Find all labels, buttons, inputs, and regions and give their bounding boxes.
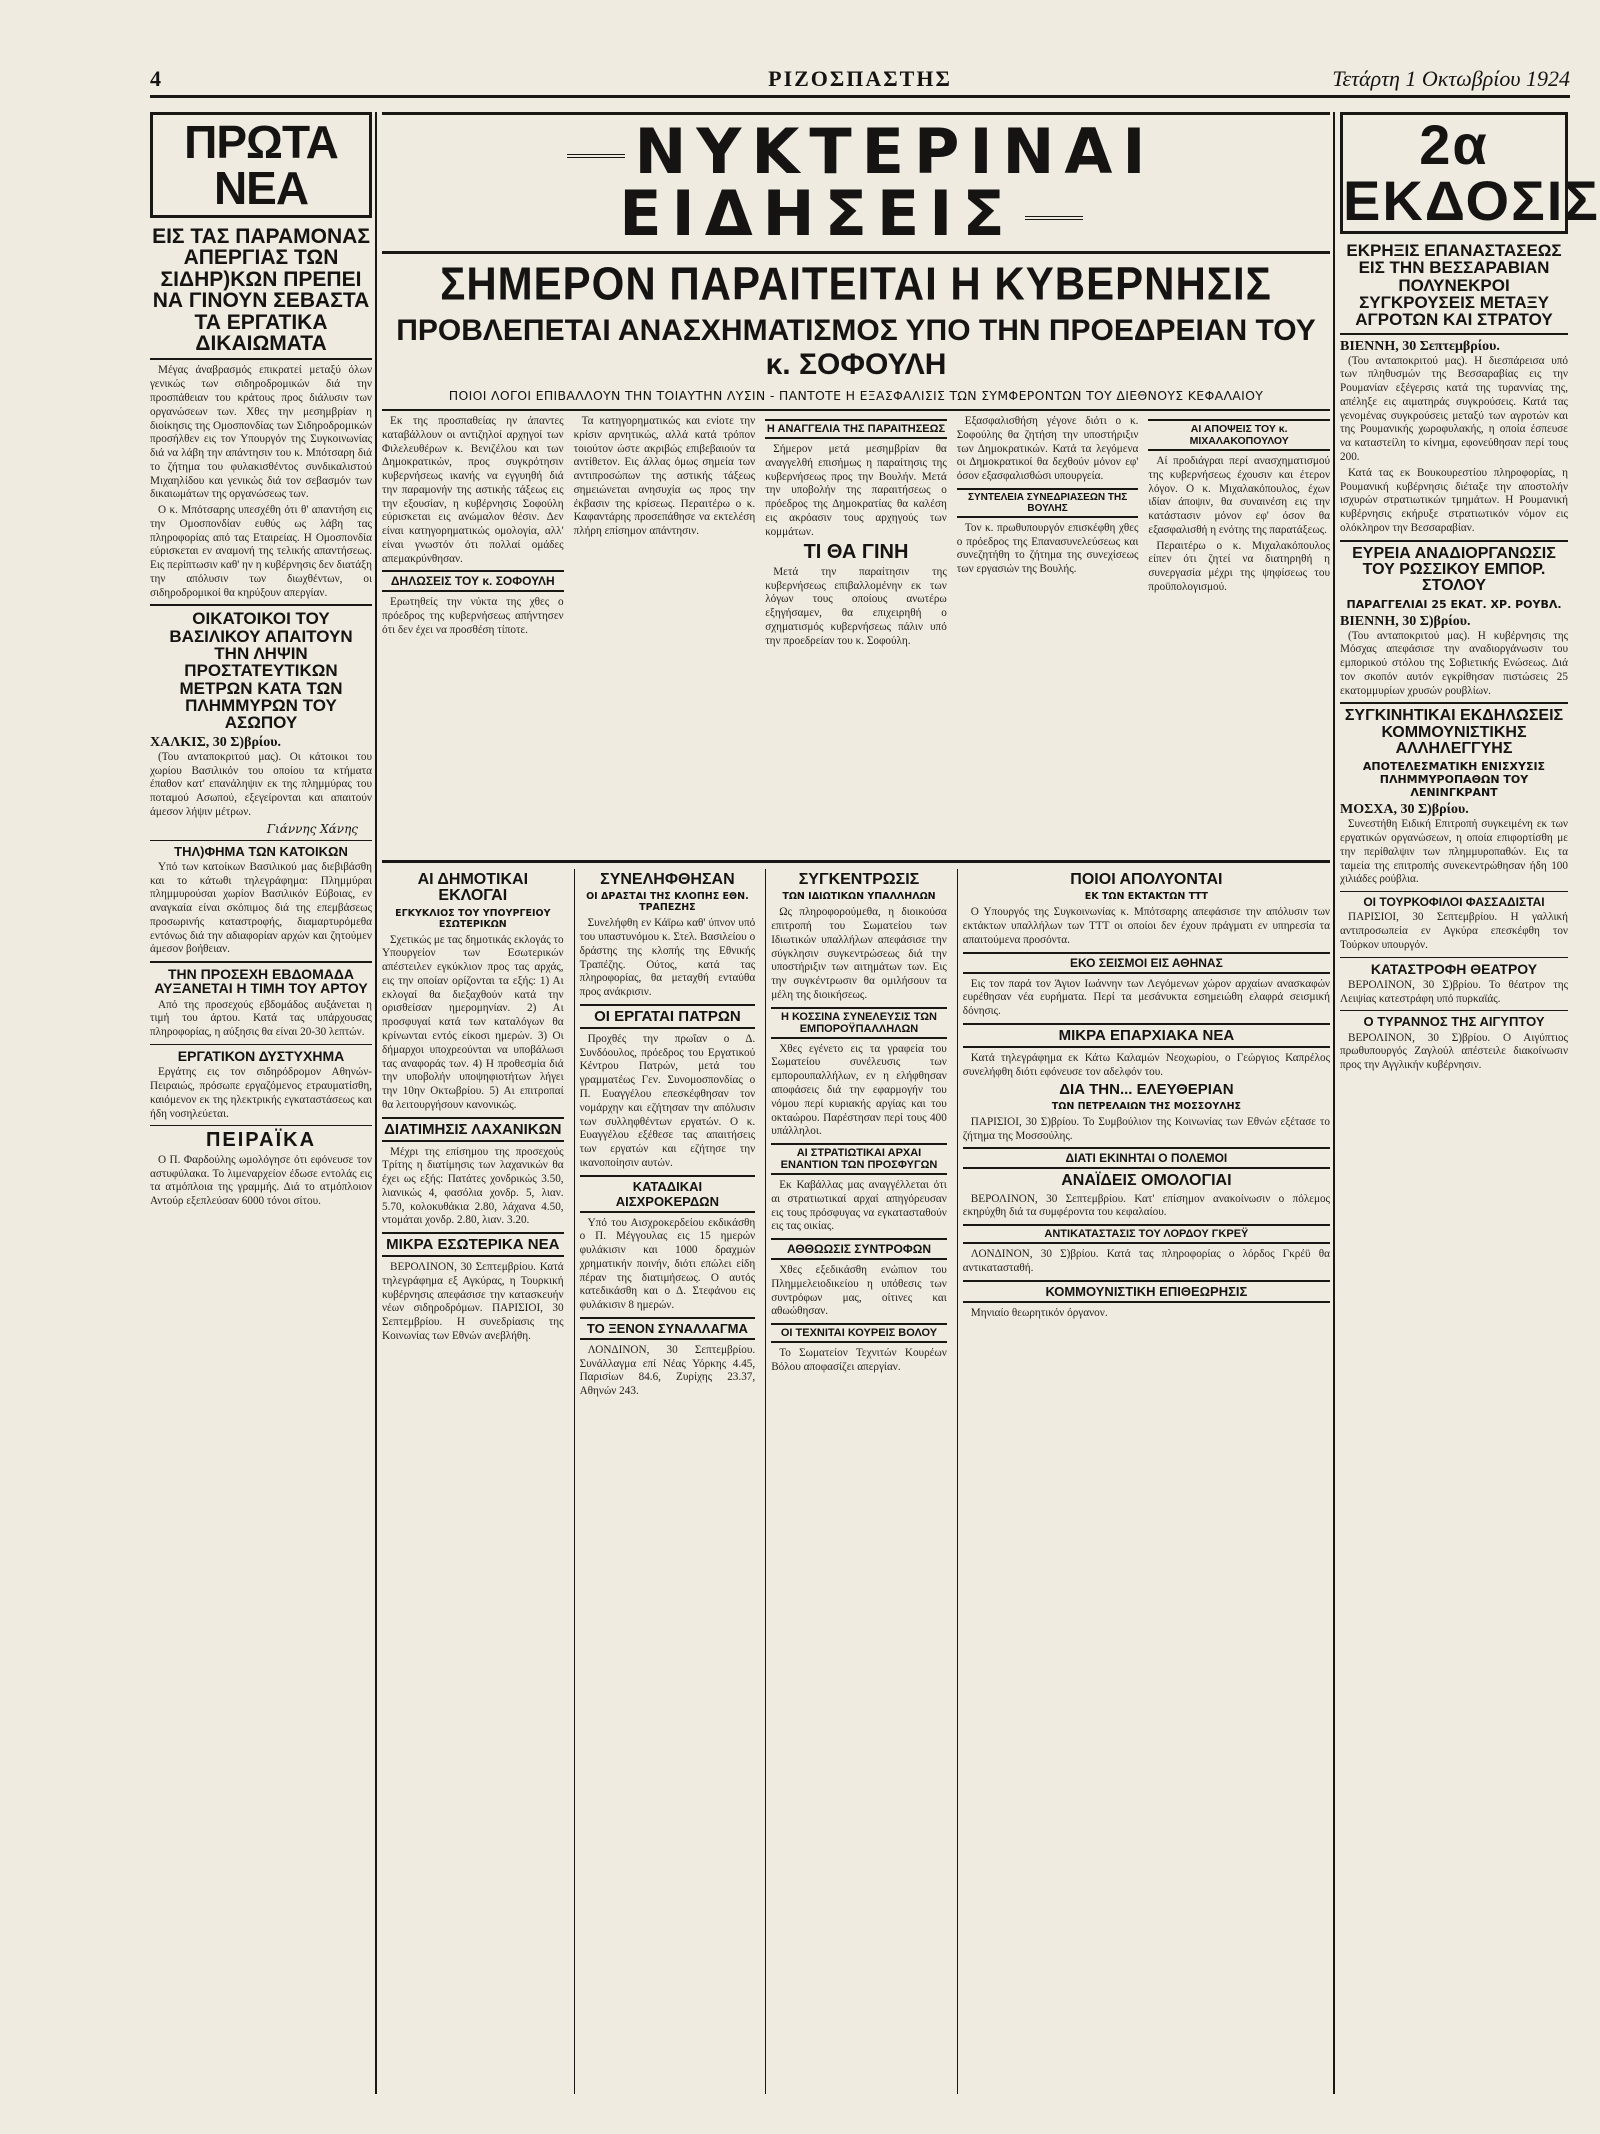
flood-article-text: (Του ανταποκριτού μας). Οι κάτοικοι του χωρίου Βασιλικόν του οποίου τα κτήματα έπαθον κατ' επανάληψιν εκ της πλημμύρας του ποταμού Ασωπού, εξεγείρονται και απαιτούν άμεσον λήψιν μέτρων. xyxy=(150,750,372,818)
bessarabia-headline: ΕΚΡΗΞΙΣ ΕΠΑΝΑΣΤΑΣΕΩΣ ΕΙΣ ΤΗΝ ΒΕΣΣΑΡΑΒΙΑΝ ΠΟΛΥΝΕΚΡΟΙ ΣΥΓΚΡΟΥΣΕΙΣ ΜΕΤΑΞΥ ΑΓΡΟΤΩΝ ΚΑΙ ΣΤΡΑΤΟΥ xyxy=(1346,241,1562,330)
night-news-masthead xyxy=(382,112,1330,254)
top-column-5 xyxy=(1148,415,1330,650)
solidarity-article-text: Συνεστήθη Ειδική Επιτροπή συγκειμένη εκ των εργατικών οργανώσεων, η οποία επιφορτίσθη με την περίθαλψιν των πλημμυροπαθών. Εις τα ταμεία της επιτροπής συνεκεντρώθησαν ήδη 100 χιλιάδες ρούβλια. xyxy=(1340,818,1568,886)
flood-dateline: ΧΑΛΚΙΣ, 30 Σ)βρίου. xyxy=(150,734,282,750)
headline-deck: ΠΟΙΟΙ ΛΟΓΟΙ ΕΠΙΒΑΛΛΟΥΝ ΤΗΝ ΤΟΙΑΥΤΗΝ ΛΥΣΙΝ - ΠΑΝΤΟΤΕ Η ΕΞΑΣΦΑΛΙΣΙΣ ΤΩΝ ΣΥΜΦΕΡΟΝΤΩΝ ΤΟΥ ΔΙΕΘΝΟΥΣ ΚΕΦΑΛΑΙΟΥ xyxy=(448,388,1264,403)
divider xyxy=(1340,702,1568,704)
turkophiles-headline: ΟΙ ΤΟΥΡΚΟΦΙΛΟΙ ΦΑΣΣΑΔΙΣΤΑΙ xyxy=(1363,895,1545,910)
bessarabia-article-text: (Του ανταποκριτού μας). Η διεσπάρεισα υπό των πληθυσμών της Βεσσαραβίας εις την Ρουμανίαν εξέγερσις κατά της τυραννίας της, απέληξε εις αιματηράς συγκρούσεις. Κατά τας γενομένας συγκρούσεις μεταξύ των αγροτών και της Ρουμανικής χωροφυλακής, η οποία έσπευσε να καταστείλη το κίνημα, εφονεύθησαν περί τους 200. xyxy=(1340,354,1568,463)
column-rule xyxy=(1333,112,1335,2094)
article-text: Περαιτέρω ο κ. Μιχαλακόπουλος είπεν ότι ζητεί να διατηρηθή η συνεργασία μέχρι της ψηφίσεως του προϋπολογισμού. xyxy=(1148,539,1330,593)
article-text: Εις τον παρά τον Άγιον Ιωάννην των Λεγόμενων χώρον αρχαίων ανασκαφών ευρέθησαν νέα ευρήματα. Περί τα μεσάνυκτα εσημειώθη ελαφρά σεισμική δόνησις. xyxy=(962,977,1330,1018)
flood-headline: ΟΙΚΑΤΟΙΚΟΙ ΤΟΥ ΒΑΣΙΛΙΚΟΥ ΑΠΑΙΤΟΥΝ ΤΗΝ ΛΗΨΙΝ ΠΡΟΣΤΑΤΕΥΤΙΚΩΝ ΜΕΤΡΩΝ ΚΑΤΑ ΤΩΝ ΠΛΗΜΜΥΡΩΝ ΤΟΥ ΑΣΩΠΟΥ xyxy=(169,609,353,733)
gathering-headline: ΣΥΓΚΕΝΤΡΩΣΙΣ xyxy=(798,871,920,888)
fleet-headline: ΕΥΡΕΙΑ ΑΝΑΔΙΟΡΓΑΝΩΣΙΣ ΤΟΥ ΡΩΣΣΙΚΟΥ ΕΜΠΟΡ. ΣΤΟΛΟΥ xyxy=(1352,544,1556,595)
article-subheadline: ΤΙ ΘΑ ΓΙΝΗ xyxy=(803,541,909,564)
divider xyxy=(1340,1010,1568,1011)
war-headline: ΔΙΑΤΙ ΕΚΙΝΗΤΑΙ Ο ΠΟΛΕΜΟΙ xyxy=(963,1147,1330,1169)
dismissals-subheadline: ΕΚ ΤΩΝ ΕΚΤΑΚΤΩΝ ΤΤΤ xyxy=(1084,891,1209,903)
article-text: Τον κ. πρωθυπουργόν επισκέφθη χθες ο πρόεδρος της Επανασυνελεύσεως και συνεζητήθη το ζήτημα της συνεχίσεως των εργασιών της Βουλής. xyxy=(956,521,1139,576)
article-subheadline: ΣΥΝΤΕΛΕΙΑ ΣΥΝΕΔΡΙΑΣΕΩΝ ΤΗΣ ΒΟΥΛΗΣ xyxy=(957,488,1139,518)
article-text: Χθες εγένετο εις τα γραφεία του Σωματείου συνέλευσις των εμπορουπαλλήλων, εν η ελήφθησαν αποφάσεις διά την εφαρμογήν του νόμου περί κυριακής αργίας και του οκταώρου. Παρέστησαν περί τους 400 υπάλληλοι. xyxy=(771,1042,947,1138)
lower-column-3 xyxy=(765,869,947,2094)
right-column xyxy=(1340,112,1600,2094)
article-text: Το Σωματείον Τεχνιτών Κουρέων Βόλου αποφασίζει απεργίαν. xyxy=(771,1347,947,1373)
night-news-title: ΝΥΚΤΕΡΙΝΑΙ ΕΙΔΗΣΕΙΣ xyxy=(619,115,1156,250)
first-news-masthead: ΠΡΩΤΑ ΝΕΑ xyxy=(150,112,372,218)
top-column-3 xyxy=(765,415,947,650)
accident-article-text: Εργάτης εις τον σιδηρόδρομον Αθηνών-Πειραιώς, πρόσωπε εργαζόμενος ετραυματίσθη, καιόμενον εκ της ηλεκτρικής εγκαταστάσεως και ήδη νοσηλεύεται. xyxy=(150,1066,372,1120)
second-headline: ΠΡΟΒΛΕΠΕΤΑΙ ΑΝΑΣΧΗΜΑΤΙΣΜΟΣ ΥΠΟ ΤΗΝ ΠΡΟΕΔΡΕΙΑΝ ΤΟΥ κ. ΣΟΦΟΥΛΗ xyxy=(396,314,1316,381)
article-text: Σχετικώς με τας δημοτικάς εκλογάς το Υπουργείον των Εσωτερικών απέστειλεν εγκύκλιον προς τας αρχάς, εις την οποίαν ορίζονται τα εξής: 1) Αι εκλογαί θα διεξαχθούν κατά την ορισθείσαν ημερομηνίαν. 2) Αι προσφυγαί κατά των καταλόγων θα κρίνωνται εντός είκοσι ημερών. 3) Οι δήμαρχοι υποχρεούνται να υποβάλωσι τας αναφοράς των. 4) Η προθεσμία διά την υποβολήν υποψηφιοτήτων λήγει την 10ην Οκτωβρίου. 5) Αι επιτροπαί θα λειτουργήσουν κανονικώς. xyxy=(382,933,564,1111)
elections-subheadline: ΕΓΚΥΚΛΙΟΣ ΤΟΥ ΥΠΟΥΡΓΕΙΟΥ ΕΣΩΤΕΡΙΚΩΝ xyxy=(395,907,551,930)
communist-review-headline: ΚΟΜΜΟΥΝΙΣΤΙΚΗ ΕΠΙΘΕΩΡΗΣΙΣ xyxy=(963,1280,1330,1303)
egypt-article-text: ΒΕΡΟΛΙΝΟΝ, 30 Σ)βρίου. Ο Αιγύπτιος πρωθυπουργός Ζαγλούλ απέστειλε διακοίνωσιν προς την Αγγλικήν κυβέρνησιν. xyxy=(1340,1031,1568,1072)
article-text: ΒΕΡΟΛΙΝΟΝ, 30 Σεπτεμβρίου. Κατ' επίσημον ανακοίνωσιν ο πόλεμος εκηρύχθη διά τα συμφέροντα του κεφαλαίου. xyxy=(962,1192,1330,1219)
divider xyxy=(150,961,372,963)
clerks-headline: Η ΚΟΣΣΙΝΑ ΣΥΝΕΛΕΥΣΙΣ ΤΩΝ ΕΜΠΟΡΟΫΠΑΛΛΗΛΩΝ xyxy=(771,1007,947,1039)
main-headline: ΣΗΜΕΡΟΝ ΠΑΡΑΙΤΕΙΤΑΙ Η ΚΥΒΕΡΝΗΣΙΣ xyxy=(440,257,1272,310)
top-article-grid xyxy=(382,415,1330,650)
divider xyxy=(1340,891,1568,892)
divider xyxy=(1340,333,1568,335)
domestic-news-headline: ΜΙΚΡΑ ΕΣΩΤΕΡΙΚΑ ΝΕΑ xyxy=(382,1232,564,1257)
freedom-headline: ΔΙΑ ΤΗΝ... ΕΛΕΥΘΕΡΙΑΝ xyxy=(1059,1081,1234,1099)
top-column-1 xyxy=(382,415,564,650)
paper-title: ΡΙΖΟΣΠΑΣΤΗΣ xyxy=(768,66,952,91)
divider xyxy=(1340,540,1568,542)
article-text: Εκ Καβάλλας μας αναγγέλλεται ότι αι στρατιωτικαί αρχαί απηγόρευσαν εις τους πρόσφυγας να εγκατασταθούν εις τας οικίας. xyxy=(771,1179,947,1233)
acquittal-headline: ΑΘΘΩΩΣΙΣ ΣΥΝΤΡΟΦΩΝ xyxy=(771,1238,947,1260)
article-text: Μετά την παραίτησιν της κυβερνήσεως επιβαλλομένην εκ των λόγων τους οποίους ανωτέρω εξηγήσαμεν, θα επιχειρηθή ο σχηματισμός κυβερνήσεως πάλιν υπό την προεδρείαν του κ. Σοφούλη. xyxy=(765,565,947,647)
bread-headline: ΤΗΝ ΠΡΟΣΕΧΗ ΕΒΔΟΜΑΔΑ ΑΥΞΑΝΕΤΑΙ Η ΤΙΜΗ ΤΟΥ ΑΡΤΟΥ xyxy=(154,966,368,997)
telegram-headline: ΤΗΛ)ΦΗΜΑ ΤΩΝ ΚΑΤΟΙΚΩΝ xyxy=(174,843,348,859)
top-column-4 xyxy=(957,415,1139,650)
turkophiles-article-text: ΠΑΡΙΣΙΟΙ, 30 Σεπτεμβρίου. Η γαλλική αντιπροσωπεία εν Αγκύρα επεσκέφθη τον Τούρκον υπουργόν. xyxy=(1340,911,1568,951)
ornament-rule xyxy=(1025,216,1083,220)
profiteers-headline: ΚΑΤΑΔΙΚΑΙ ΑΙΣΧΡΟΚΕΡΔΩΝ xyxy=(580,1175,756,1213)
lower-column-1 xyxy=(382,869,564,2094)
divider xyxy=(150,1125,372,1126)
arrest-headline: ΣΥΝΕΛΗΦΘΗΣΑΝ xyxy=(600,871,735,888)
running-head xyxy=(150,64,1570,98)
lower-column-4 xyxy=(957,869,1330,2094)
provincial-news-headline: ΜΙΚΡΑ ΕΠΑΡΧΙΑΚΑ ΝΕΑ xyxy=(963,1023,1330,1048)
solidarity-subheadline: ΑΠΟΤΕΛΕΣΜΑΤΙΚΗ ΕΝΙΣΧΥΣΙΣ ΠΛΗΜΜΥΡΟΠΑΘΩΝ ΤΟΥ ΛΕΝΙΝΓΚΡΑΝΤ xyxy=(1362,760,1546,800)
divider xyxy=(150,604,372,606)
earthquake-headline: ΕΚΟ ΣΕΙΣΜΟΙ ΕΙΣ ΑΘΗΝΑΣ xyxy=(963,952,1330,974)
divider xyxy=(150,358,372,360)
bessarabia-dateline: ΒΙΕΝΝΗ, 30 Σεπτεμβρίου. xyxy=(1340,338,1500,354)
article-text: Μέχρι της επίσημου της προσεχούς Τρίτης η διατίμησις των λαχανικών θα έχει ως εξής: Πατάτες χονδρικώς 3.50, λιανικώς 4, φασόλια χονδρ. 5, λιαν. 5.70, κολοκυθάκια 2.80, λάχανα 4.50, ντομάται χονδρ. 2.80, λιαν. 3.20. xyxy=(382,1145,564,1227)
article-text: Συνελήφθη εν Κάϊρω καθ' ύπνον υπό του υπαστυνόμου κ. Στελ. Βασιλείου ο δράστης της κλοπής της Εθνικής Τραπέζης. Ούτος, κατά τας πληροφορίας, θα μεταχθή ενταύθα προς ανάκρισιν. xyxy=(579,917,756,999)
fleet-article-text: (Του ανταποκριτού μας). Η κυβέρνησις της Μόσχας απεφάσισε την αναδιοργάνωσιν του εμπορικού στόλου της Σοβιετικής Ενώσεως. Διά τον σκοπόν αυτόν εγκρίθησαν πιστώσεις 25 εκατομμυρίων χρυσών ρουβλίων. xyxy=(1340,629,1568,697)
article-text: Προχθές την πρωΐαν ο Δ. Συνδόουλος, πρόεδρος του Εργατικού Κέντρου Πατρών, μετά του γραμματέως Γεν. Συνομοσπονδίας ο Π. Ευαγγέλου επεσκέφθησαν τον νομάρχην και εζήτησαν την απόλυσιν των συλληφθέντων εργατών. Ο κ. Ευαγγέλου εξέθεσε τας απαιτήσεις των εργατών και εζήτησε την ικανοποίησιν αυτών. xyxy=(579,1032,756,1169)
article-text: ΛΟΝΔΙΝΟΝ, 30 Σ)βρίου. Κατά τας πληροφορίας ο λόρδος Γκρέϋ θα αντικατασταθή. xyxy=(962,1248,1330,1274)
article-text: Τα κατηγορηματικώς και ενίοτε την κρίσιν αρνητικώς, αλλά κατά τρόπον τοιούτον ώστε ακριβώς επιβεβαιούν τα αντίθετον. Εις άλλας όμως σημεία των αντιπροσώπων της αστικής τάξεως σημειώνεται ανησυχία ως προς την έκβασιν της κρίσεως. Περαιτέρω ο κ. Καφαντάρης προσεπάθησε να εκτελέση πλήρη επίσημον απάντησιν. xyxy=(573,415,756,538)
divider xyxy=(150,840,372,841)
divider xyxy=(150,1044,372,1045)
strike-article-text-2: Ο κ. Μπότσαρης υπεσχέθη ότι θ' απαντήση εις την Ομοσπονδίαν ευθύς ως λάβη τας πληροφορίας από τας Εταιρείας. Η Ομοσπονδία εύρισκεται εν αναμονή της τελικής απαντήσεως. Εις περίπτωσιν καθ' ην η κυβέρνησις δεν διατάξη την απόλυσιν των διωχθέντων, οι σιδηροδρομικοί θα κηρύξουν απεργίαν. xyxy=(150,504,372,599)
bessarabia-article-text-2: Κατά τας εκ Βουκουρεστίου πληροφορίας, η Ρουμανική κυβέρνησις διέταξε την αποστολήν ισχυρών στρατιωτικών τμημάτων. Η Ρουμανική κυβέρνησις εκήρυξε στρατιωτικόν νόμον εις ολόκληρον την Βεσσαραβίαν. xyxy=(1340,466,1568,534)
article-text: Υπό του Αισχροκερδείου εκδικάσθη ο Π. Μέγγουλας εις 15 ημερών φυλάκισιν και 1000 δραχμών χρηματικήν ποινήν, διότι επώλει είδη πέραν της διατιμήσεως. Ο αυτός κατεδικάσθη και ο Δ. Στεφάνου εις φυλάκισιν 8 ημερών. xyxy=(579,1216,756,1312)
strike-headline: ΕΙΣ ΤΑΣ ΠΑΡΑΜΟΝΑΣ ΑΠΕΡΓΙΑΣ ΤΩΝ ΣΙΔΗΡ)ΚΩΝ ΠΡΕΠΕΙ ΝΑ ΓΙΝΟΥΝ ΣΕΒΑΣΤΑ ΤΑ ΕΡΓΑΤΙΚΑ ΔΙΚΑΙΩΜΑΤΑ xyxy=(152,225,370,356)
egypt-headline: Ο ΤΥΡΑΝΝΟΣ ΤΗΣ ΑΙΓΥΠΤΟΥ xyxy=(1363,1014,1545,1030)
bread-article-text: Από της προσεχούς εβδομάδος αυξάνεται η τιμή του άρτου. Κατά τας υπάρχουσας πληροφορίας, η αύξησις θα είναι 20-30 λεπτών. xyxy=(150,998,372,1039)
patras-workers-headline: ΟΙ ΕΡΓΑΤΑΙ ΠΑΤΡΩΝ xyxy=(580,1004,756,1029)
article-text: Κατά τηλεγράφημα εκ Κάτω Καλαμών Νεοχωρίου, ο Γεώργιος Καπρέλος συνελήφθη διότι εφόνευσε τον αδελφόν του. xyxy=(962,1051,1330,1078)
ornament-rule xyxy=(567,154,625,158)
article-text: ΠΑΡΙΣΙΟΙ, 30 Σ)βρίου. Το Συμβούλιον της Κοινωνίας των Εθνών εξέτασε το ζήτημα της Μοσσούλης. xyxy=(962,1115,1330,1142)
piraeus-article-text: Ο Π. Φαρδούλης ωμολόγησε ότι εφόνευσε τον αστυφύλακα. Το λιμεναρχείον έδωσε εντολάς εις τα ατμόπλοια της γραμμής. Διά το ατμόπλοιον Αντούρ εξεπλεύσαν 6000 τόνοι σίτου. xyxy=(150,1153,372,1208)
telegram-article-text: Υπό των κατοίκων Βασιλικού μας διεβιβάσθη και το κάτωθι τηλεγράφημα: Πλημμύραι πλημμυρούσαι χωρίον Βασιλικόν Εύβοιας, εν αναγκαία είναι σκόπιμος διά της επεμβάσεως προσωρινής καταστροφής, διαμαρτυρόμεθα εντόνως διά την αδιαφορίαν αρχών και ζητούμεν άμεσον βοήθειαν. xyxy=(150,860,372,956)
article-text: Εκ της προσπαθείας ην άπαντες καταβάλλουν οι αντιζηλοί αρχηγοί των Φιλελευθέρων κ. Βενιζέλου και των Δημοκρατικών, προς συγκρότησιν κυβερνήσεως ικανής να εγγυηθή διά την παραμονήν της αστικής τάξεως εις την εξουσίαν, η κυβέρνησις Σοφούλη εύρισκεται εις ανώμαλον θέσιν. Δεν είναι κατηγορηματικώς ομολογία, αλλ' είναι γνωστόν ότι πολλαί ομάδες απεμακρύνθησαν. xyxy=(382,415,564,565)
dismissals-headline: ΠΟΙΟΙ ΑΠΟΛΥΟΝΤΑΙ xyxy=(1070,871,1223,888)
article-text: Εξασφαλισθήση γέγονε διότι ο κ. Σοφούλης θα ζητήση την υποστήριξιν των Δημοκρατικών. Κατά τα λεγόμενα οι Δημοκρατικοί θα δεχθούν μόνον εφ' όσον εξασφαλισθώσι υπουργεία. xyxy=(956,415,1139,483)
left-column xyxy=(150,112,372,2094)
page-number: 4 xyxy=(150,66,161,91)
fleet-subheadline: ΠΑΡΑΓΓΕΛΙΑΙ 25 ΕΚΑΤ. ΧΡ. ΡΟΥΒΛ. xyxy=(1346,597,1562,611)
theatre-headline: ΚΑΤΑΣΤΡΟΦΗ ΘΕΑΤΡΟΥ xyxy=(1370,960,1538,977)
barbers-headline: ΟΙ ΤΕΧΝΙΤΑΙ ΚΟΥΡΕΙΣ ΒΟΛΟΥ xyxy=(771,1323,947,1343)
solidarity-headline: ΣΥΓΚΙΝΗΤΙΚΑΙ ΕΚΔΗΛΩΣΕΙΣ ΚΟΜΜΟΥΝΙΣΤΙΚΗΣ ΑΛΛΗΛΕΓΓΥΗΣ xyxy=(1344,707,1564,757)
article-subheadline: Η ΑΝΑΓΓΕΛΙΑ ΤΗΣ ΠΑΡΑΙΤΗΣΕΩΣ xyxy=(765,419,947,439)
piraeus-headline: ΠΕΙΡΑΪΚΑ xyxy=(205,1129,317,1152)
war-subheadline: ΑΝΑΪΔΕΙΣ ΟΜΟΛΟΓΙΑΙ xyxy=(1061,1172,1232,1190)
elections-headline: ΑΙ ΔΗΜΟΤΙΚΑΙ ΕΚΛΟΓΑΙ xyxy=(417,871,529,905)
refugees-headline: ΑΙ ΣΤΡΑΤΙΩΤΙΚΑΙ ΑΡΧΑΙ ΕΝΑΝΤΙΟΝ ΤΩΝ ΠΡΟΣΦΥΓΩΝ xyxy=(771,1143,947,1175)
article-subheadline: ΔΗΛΩΣΕΙΣ ΤΟΥ κ. ΣΟΦΟΥΛΗ xyxy=(382,570,564,592)
fleet-dateline: ΒΙΕΝΝΗ, 30 Σ)βρίου. xyxy=(1340,613,1471,629)
solidarity-dateline: ΜΟΣΧΑ, 30 Σ)βρίου. xyxy=(1340,802,1469,818)
article-text: Ερωτηθείς την νύκτα της χθες ο πρόεδρος της κυβερνήσεως απήντησεν ότι δεν έχει να προσθέση τίποτε. xyxy=(382,596,564,636)
article-text: Ως πληροφορούμεθα, η διοικούσα επιτροπή του Σωματείου των Ιδιωτικών υπαλλήλων απεφάσισε την σύγκλησιν συγκεντρώσεως διά την υποστήριξιν των αιτημάτων των. Εις την συγκέντρωσιν θα ομιλήσουν τα μέλη της διοικήσεως. xyxy=(771,906,947,1001)
strike-article-text: Μέγας άναβρασμός επικρατεί μεταξύ όλων γενικώς των σιδηροδρομικών διά την προσπάθειαν του κράτους προς διάλυσιν των οργανώσεων των. Χθες την μεσημβρίαν η διοίκησις της Ομοσπονδίας των Σιδηροδρομικών προσήλθεν εις τον Υπουργόν της Συγκοινωνίας διά να λάβη την απάντησιν του κ. Μπότσαρη διά το ζήτημα του φυλακισθέντος συνδικαλιστού Μιχαηλίδου και γενικώς διά τον σεβασμόν των δικαιωμάτων της οργανώσεως των. xyxy=(150,364,372,501)
flood-signature: Γιάννης Χάνης xyxy=(266,821,358,836)
lord-grey-headline: ΑΝΤΙΚΑΤΑΣΤΑΣΙΣ ΤΟΥ ΛΟΡΔΟΥ ΓΚΡΕΫ xyxy=(963,1224,1330,1244)
vegetable-prices-headline: ΔΙΑΤΙΜΗΣΙΣ ΛΑΧΑΝΙΚΩΝ xyxy=(382,1117,564,1142)
article-text: Μηνιαίο θεωρητικόν όργανον. xyxy=(970,1306,1108,1319)
issue-date: Τετάρτη 1 Οκτωβρίου 1924 xyxy=(1332,66,1570,91)
freedom-subheadline: ΤΩΝ ΠΕΤΡΕΛΑΙΩΝ ΤΗΣ ΜΟΣΣΟΥΛΗΣ xyxy=(1051,1100,1242,1112)
gathering-subheadline: ΤΩΝ ΙΔΙΩΤΙΚΩΝ ΥΠΑΛΛΗΛΩΝ xyxy=(782,891,936,903)
article-text: Χθες εξεδικάσθη ενώπιον του Πλημμελειοδικείου η υπόθεσις των συντρόφων μας, οίτινες και αθωώθησαν. xyxy=(771,1264,947,1318)
divider xyxy=(382,409,1330,411)
divider xyxy=(1340,957,1568,958)
top-column-2 xyxy=(574,415,756,650)
arrest-subheadline: ΟΙ ΔΡΑΣΤΑΙ ΤΗΣ ΚΛΟΠΗΣ ΕΘΝ. ΤΡΑΠΕΖΗΣ xyxy=(586,891,749,914)
second-edition-masthead: 2α ΕΚΔΟΣΙΣ xyxy=(1340,112,1568,234)
theatre-article-text: ΒΕΡΟΛΙΝΟΝ, 30 Σ)βρίου. Το θέατρον της Λειψίας κατεστράφη υπό πυρκαϊάς. xyxy=(1340,978,1568,1005)
article-text: Αί προδιάγραι περί ανασχηματισμού της κυβερνήσεως έχουσιν και έτερον λόγον. Ο κ. Μιχαλακόπουλος, έχων ιδίαν άποψιν, θα συναινέση εις την κατάστασιν μόνον εφ' όσον θα εξασφαλισθή η ενότης της παρατάξεως. xyxy=(1148,455,1330,536)
article-text: Σήμερον μετά μεσημβρίαν θα αναγγελθή επισήμως η παραίτησις της κυβερνήσεως προς την Βουλήν. Μετά την υποβολήν της παραιτήσεως ο πρόεδρος της Δημοκρατίας θα καλέση εις ακρόασιν τους αρχηγούς των κομμάτων. xyxy=(765,443,947,538)
exchange-headline: ΤΟ ΞΕΝΟΝ ΣΥΝΑΛΛΑΓΜΑ xyxy=(580,1317,756,1340)
article-text: ΒΕΡΟΛΙΝΟΝ, 30 Σεπτεμβρίου. Κατά τηλεγράφημα εξ Αγκύρας, η Τουρκική κυβέρνησις απεφάσισε την κατασκευήν νέων σιδηροδρόμων. ΠΑΡΙΣΙΟΙ, 30 Σεπτεμβρίου. Η συνεδρίασις της Κοινωνίας των Εθνών ανεβλήθη. xyxy=(382,1261,564,1342)
lower-article-grid xyxy=(382,860,1330,2094)
center-section xyxy=(382,112,1330,2094)
accident-headline: ΕΡΓΑΤΙΚΟΝ ΔΥΣΤΥΧΗΜΑ xyxy=(177,1048,345,1065)
column-rule xyxy=(375,112,377,2094)
lower-column-2 xyxy=(574,869,756,2094)
article-text: Ο Υπουργός της Συγκοινωνίας κ. Μπότσαρης απεφάσισε την απόλυσιν των εκτάκτων υπαλλήλων των ΤΤΤ οι οποίοι δεν έχουν πράγματι εν υπηρεσία τα απαιτούμενα προσόντα. xyxy=(962,906,1330,946)
article-subheadline: ΑΙ ΑΠΟΨΕΙΣ ΤΟΥ κ. ΜΙΧΑΛΑΚΟΠΟΥΛΟΥ xyxy=(1148,419,1330,451)
article-text: ΛΟΝΔΙΝΟΝ, 30 Σεπτεμβρίου. Συνάλλαγμα επί Νέας Υόρκης 4.45, Παρισίων 84.6, Ζυρίχης 23.37, Αθηνών 243. xyxy=(579,1343,756,1398)
